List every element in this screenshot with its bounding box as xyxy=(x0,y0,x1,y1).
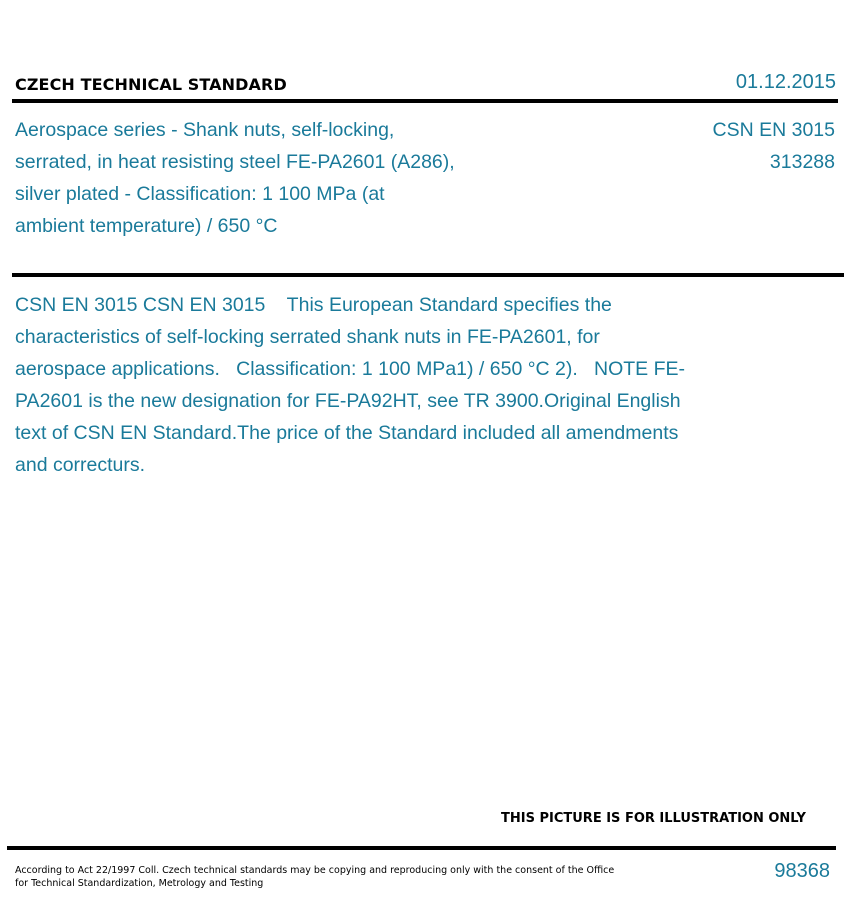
standard-code: CSN EN 3015 xyxy=(712,119,835,141)
header-divider xyxy=(12,99,838,103)
legal-notice xyxy=(15,864,615,890)
footer-divider xyxy=(7,846,836,850)
document-number: 98368 xyxy=(774,860,830,882)
publication-date: 01.12.2015 xyxy=(735,71,836,93)
title-divider xyxy=(12,273,844,277)
legal-notice-line-1: According to Act 22/1997 Coll. Czech technical standards may be copying and reproducing only with the consent of the Office xyxy=(15,865,615,876)
illustration-note: THIS PICTURE IS FOR ILLUSTRATION ONLY xyxy=(501,811,806,826)
document-type-label: CZECH TECHNICAL STANDARD xyxy=(15,75,287,94)
standard-title: Aerospace series - Shank nuts, self-locking, serrated, in heat resisting steel FE-PA2601 (A286), silver plated - Classification: 1 100 MPa (at ambient temperature) / 650 °C xyxy=(15,119,455,237)
legal-notice-line-2: for Technical Standardization, Metrology and Testing xyxy=(15,878,264,889)
standard-description: CSN EN 3015 CSN EN 3015 This European Standard specifies the characteristics of self-locking serrated shank nuts in FE-PA2601, for aerospace applications. Classification: 1 100 MPa1) / 650 °C 2). NOTE FE-PA2601 is the new designation for FE-PA92HT, see TR 3900.Original English text of CSN EN Standard.The price of the Standard included all amendments and correcturs. xyxy=(15,294,686,476)
standard-codes xyxy=(713,114,835,178)
catalog-number: 313288 xyxy=(769,151,835,173)
